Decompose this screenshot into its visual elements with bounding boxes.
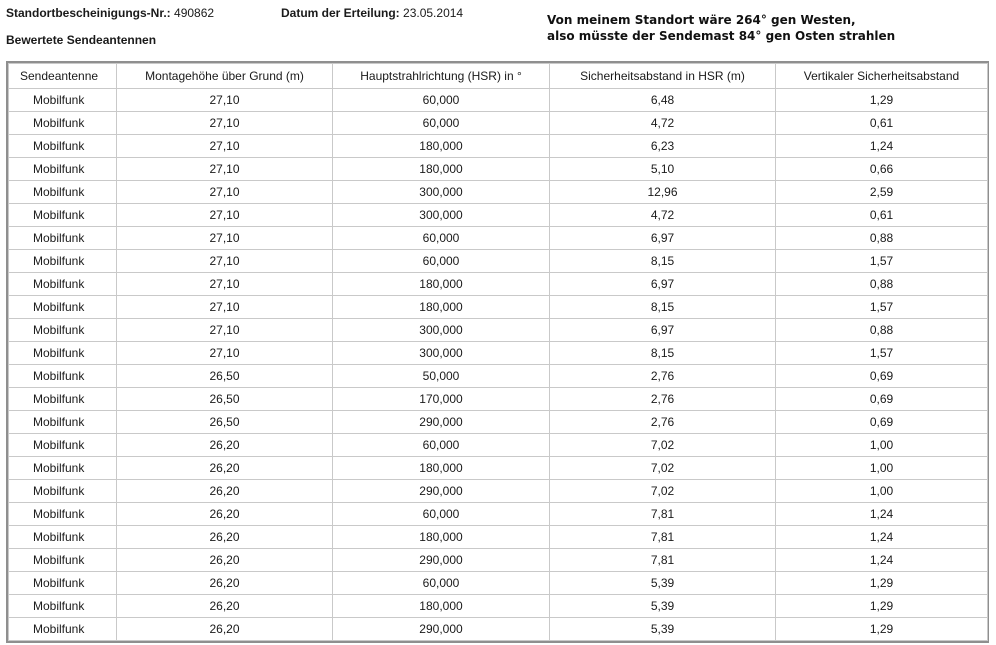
table-row (9, 273, 988, 296)
cell-main-direction: 300,000 (333, 204, 550, 227)
column-header-vertical-safety-distance: Vertikaler Sicherheitsabstand (776, 64, 988, 89)
cell-mounting-height: 26,20 (117, 618, 333, 641)
cell-antenna: Mobilfunk (9, 457, 117, 480)
cell-vertical-safety-distance: 0,88 (776, 319, 988, 342)
cell-main-direction: 60,000 (333, 227, 550, 250)
table-row (9, 227, 988, 250)
cell-main-direction: 50,000 (333, 365, 550, 388)
cell-main-direction: 290,000 (333, 411, 550, 434)
cell-vertical-safety-distance: 1,29 (776, 89, 988, 112)
cell-mounting-height: 27,10 (117, 227, 333, 250)
table-body (9, 89, 988, 641)
cell-mounting-height: 26,20 (117, 572, 333, 595)
cell-mounting-height: 26,20 (117, 457, 333, 480)
cell-mounting-height: 27,10 (117, 135, 333, 158)
table-row (9, 319, 988, 342)
table-row (9, 503, 988, 526)
cell-mounting-height: 27,10 (117, 273, 333, 296)
cell-main-direction: 60,000 (333, 572, 550, 595)
cell-mounting-height: 27,10 (117, 204, 333, 227)
cell-main-direction: 180,000 (333, 296, 550, 319)
cell-vertical-safety-distance: 1,24 (776, 135, 988, 158)
cell-safety-distance: 2,76 (550, 411, 776, 434)
cell-main-direction: 300,000 (333, 319, 550, 342)
cell-main-direction: 180,000 (333, 273, 550, 296)
cell-antenna: Mobilfunk (9, 365, 117, 388)
cell-safety-distance: 7,81 (550, 503, 776, 526)
cell-safety-distance: 6,97 (550, 319, 776, 342)
cell-antenna: Mobilfunk (9, 273, 117, 296)
table-row (9, 480, 988, 503)
table-row (9, 618, 988, 641)
cell-main-direction: 180,000 (333, 158, 550, 181)
cell-main-direction: 180,000 (333, 135, 550, 158)
cell-safety-distance: 7,81 (550, 549, 776, 572)
cell-antenna: Mobilfunk (9, 112, 117, 135)
cell-mounting-height: 27,10 (117, 158, 333, 181)
table-row (9, 526, 988, 549)
cell-vertical-safety-distance: 1,57 (776, 250, 988, 273)
cell-mounting-height: 27,10 (117, 342, 333, 365)
cell-antenna: Mobilfunk (9, 181, 117, 204)
cell-mounting-height: 27,10 (117, 296, 333, 319)
cell-main-direction: 300,000 (333, 181, 550, 204)
cell-antenna: Mobilfunk (9, 572, 117, 595)
cell-vertical-safety-distance: 1,29 (776, 572, 988, 595)
cell-safety-distance: 5,39 (550, 572, 776, 595)
table-row (9, 411, 988, 434)
cell-antenna: Mobilfunk (9, 411, 117, 434)
cell-mounting-height: 26,20 (117, 595, 333, 618)
cell-safety-distance: 8,15 (550, 342, 776, 365)
cell-antenna: Mobilfunk (9, 135, 117, 158)
cell-vertical-safety-distance: 1,24 (776, 526, 988, 549)
cell-mounting-height: 27,10 (117, 112, 333, 135)
cell-safety-distance: 5,39 (550, 595, 776, 618)
cell-antenna: Mobilfunk (9, 250, 117, 273)
cell-safety-distance: 6,48 (550, 89, 776, 112)
cell-mounting-height: 26,50 (117, 365, 333, 388)
cell-main-direction: 180,000 (333, 526, 550, 549)
cell-vertical-safety-distance: 1,24 (776, 549, 988, 572)
cell-vertical-safety-distance: 0,88 (776, 273, 988, 296)
cell-mounting-height: 26,20 (117, 549, 333, 572)
cell-safety-distance: 8,15 (550, 296, 776, 319)
section-title: Bewertete Sendeantennen (6, 33, 157, 47)
annotation-note (547, 12, 895, 44)
table-row (9, 342, 988, 365)
cell-main-direction: 60,000 (333, 89, 550, 112)
cell-mounting-height: 26,50 (117, 388, 333, 411)
cell-vertical-safety-distance: 1,57 (776, 296, 988, 319)
cell-vertical-safety-distance: 0,61 (776, 204, 988, 227)
column-header-safety-distance: Sicherheitsabstand in HSR (m) (550, 64, 776, 89)
cell-antenna: Mobilfunk (9, 296, 117, 319)
cell-antenna: Mobilfunk (9, 89, 117, 112)
table-row (9, 250, 988, 273)
cell-antenna: Mobilfunk (9, 526, 117, 549)
table-row (9, 112, 988, 135)
cell-antenna: Mobilfunk (9, 618, 117, 641)
cell-main-direction: 290,000 (333, 549, 550, 572)
cell-vertical-safety-distance: 1,29 (776, 595, 988, 618)
cell-mounting-height: 27,10 (117, 181, 333, 204)
cell-vertical-safety-distance: 0,88 (776, 227, 988, 250)
cell-vertical-safety-distance: 0,66 (776, 158, 988, 181)
cell-antenna: Mobilfunk (9, 158, 117, 181)
cell-antenna: Mobilfunk (9, 503, 117, 526)
table-row (9, 135, 988, 158)
table-row (9, 204, 988, 227)
column-header-antenna: Sendeantenne (9, 64, 117, 89)
cell-antenna: Mobilfunk (9, 342, 117, 365)
cell-mounting-height: 26,20 (117, 434, 333, 457)
cell-vertical-safety-distance: 1,00 (776, 434, 988, 457)
table-header-row (9, 64, 988, 89)
cell-safety-distance: 4,72 (550, 112, 776, 135)
table-row (9, 388, 988, 411)
cell-safety-distance: 7,81 (550, 526, 776, 549)
table-row (9, 549, 988, 572)
annotation-note-line-2: also müsste der Sendemast 84° gen Osten strahlen (547, 29, 896, 43)
cell-vertical-safety-distance: 1,00 (776, 480, 988, 503)
certificate-number-label: Standortbescheinigungs-Nr.: (6, 6, 171, 20)
cell-vertical-safety-distance: 1,24 (776, 503, 988, 526)
cell-antenna: Mobilfunk (9, 480, 117, 503)
issue-date (281, 5, 463, 21)
cell-main-direction: 60,000 (333, 250, 550, 273)
cell-vertical-safety-distance: 1,29 (776, 618, 988, 641)
cell-antenna: Mobilfunk (9, 388, 117, 411)
cell-antenna: Mobilfunk (9, 204, 117, 227)
cell-antenna: Mobilfunk (9, 595, 117, 618)
cell-antenna: Mobilfunk (9, 319, 117, 342)
cell-mounting-height: 26,20 (117, 480, 333, 503)
cell-vertical-safety-distance: 0,69 (776, 411, 988, 434)
cell-mounting-height: 27,10 (117, 250, 333, 273)
cell-safety-distance: 4,72 (550, 204, 776, 227)
cell-safety-distance: 5,10 (550, 158, 776, 181)
cell-safety-distance: 12,96 (550, 181, 776, 204)
cell-safety-distance: 6,97 (550, 227, 776, 250)
cell-main-direction: 60,000 (333, 112, 550, 135)
cell-main-direction: 170,000 (333, 388, 550, 411)
cell-vertical-safety-distance: 1,00 (776, 457, 988, 480)
cell-mounting-height: 26,20 (117, 503, 333, 526)
cell-main-direction: 60,000 (333, 434, 550, 457)
cell-mounting-height: 26,50 (117, 411, 333, 434)
cell-vertical-safety-distance: 0,61 (776, 112, 988, 135)
cell-main-direction: 290,000 (333, 618, 550, 641)
cell-vertical-safety-distance: 1,57 (776, 342, 988, 365)
table-row (9, 296, 988, 319)
certificate-number-value: 490862 (174, 6, 215, 20)
cell-safety-distance: 8,15 (550, 250, 776, 273)
cell-safety-distance: 7,02 (550, 480, 776, 503)
table-row (9, 89, 988, 112)
table-row (9, 595, 988, 618)
cell-antenna: Mobilfunk (9, 549, 117, 572)
cell-vertical-safety-distance: 2,59 (776, 181, 988, 204)
antenna-table (8, 63, 988, 641)
table-row (9, 158, 988, 181)
annotation-note-line-1: Von meinem Standort wäre 264° gen Westen, (547, 13, 856, 27)
cell-vertical-safety-distance: 0,69 (776, 388, 988, 411)
cell-safety-distance: 2,76 (550, 365, 776, 388)
cell-safety-distance: 7,02 (550, 434, 776, 457)
cell-main-direction: 290,000 (333, 480, 550, 503)
cell-safety-distance: 2,76 (550, 388, 776, 411)
cell-vertical-safety-distance: 0,69 (776, 365, 988, 388)
column-header-main-direction: Hauptstrahlrichtung (HSR) in ° (333, 64, 550, 89)
certificate-number (6, 5, 214, 21)
table-row (9, 457, 988, 480)
cell-main-direction: 60,000 (333, 503, 550, 526)
antenna-table-container (6, 61, 989, 643)
issue-date-value: 23.05.2014 (403, 6, 464, 20)
cell-main-direction: 180,000 (333, 457, 550, 480)
cell-antenna: Mobilfunk (9, 227, 117, 250)
cell-safety-distance: 5,39 (550, 618, 776, 641)
table-row (9, 572, 988, 595)
table-row (9, 434, 988, 457)
cell-safety-distance: 7,02 (550, 457, 776, 480)
table-row (9, 365, 988, 388)
cell-mounting-height: 27,10 (117, 319, 333, 342)
cell-main-direction: 300,000 (333, 342, 550, 365)
cell-antenna: Mobilfunk (9, 434, 117, 457)
cell-mounting-height: 27,10 (117, 89, 333, 112)
table-row (9, 181, 988, 204)
cell-mounting-height: 26,20 (117, 526, 333, 549)
issue-date-label: Datum der Erteilung: (281, 6, 400, 20)
cell-safety-distance: 6,97 (550, 273, 776, 296)
cell-safety-distance: 6,23 (550, 135, 776, 158)
column-header-mounting-height: Montagehöhe über Grund (m) (117, 64, 333, 89)
cell-main-direction: 180,000 (333, 595, 550, 618)
